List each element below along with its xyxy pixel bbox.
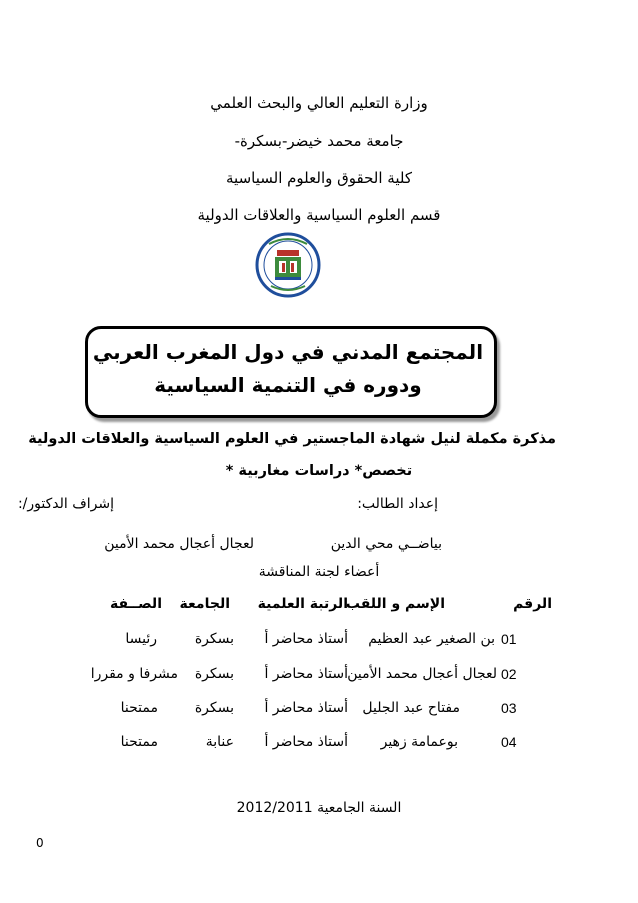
row-university: بسكرة — [194, 666, 234, 682]
university-heading: جامعة محمد خيضر-بسكرة- — [234, 132, 404, 150]
row-name: بن الصغير عبد العظيم — [368, 631, 495, 647]
row-role: رئيسا — [125, 631, 157, 647]
row-university: بسكرة — [194, 700, 234, 716]
col-header-role: الصــفة — [110, 596, 162, 612]
row-name: مفتاح عبد الجليل — [362, 700, 460, 716]
col-header-number: الرقم — [513, 596, 552, 612]
thesis-title-line2: ودوره في التنمية السياسية — [154, 373, 422, 397]
academic-year: السنة الجامعية 2012/2011 — [236, 800, 402, 816]
supervisor-name: لعجال أعجال محمد الأمين — [104, 536, 254, 552]
row-number: 02 — [501, 666, 517, 682]
col-header-rank: الرتبة العلمية — [257, 596, 348, 612]
page-number: 0 — [36, 836, 44, 850]
row-number: 01 — [501, 631, 517, 647]
student-name: بياضــي محي الدين — [330, 536, 442, 552]
row-number: 04 — [501, 734, 517, 750]
col-header-name: الإسم و اللقب — [345, 596, 445, 612]
student-label: إعداد الطالب: — [357, 496, 438, 512]
memo-description: مذكرة مكملة لنيل شهادة الماجستير في العلوم السياسية والعلاقات الدولية — [28, 431, 556, 447]
row-rank: أستاذ محاضر أ — [264, 631, 348, 647]
thesis-title-line1: المجتمع المدني في دول المغرب العربي — [92, 340, 484, 364]
row-university: عنابة — [205, 734, 234, 750]
supervisor-label: إشراف الدكتور/: — [17, 496, 114, 512]
row-role: ممتحنا — [120, 734, 158, 750]
specialization: تخصص* دراسات مغاربية * — [225, 463, 413, 479]
row-role: مشرفا و مقررا — [90, 666, 178, 682]
row-rank: أستاذ محاضر أ — [264, 734, 348, 750]
university-seal-icon — [255, 232, 321, 298]
row-number: 03 — [501, 700, 517, 716]
committee-title: أعضاء لجنة المناقشة — [258, 564, 380, 580]
row-university: بسكرة — [194, 631, 234, 647]
row-role: ممتحنا — [120, 700, 158, 716]
row-name: بوعمامة زهير — [380, 734, 458, 750]
row-rank: أستاذ محاضر أ — [264, 666, 348, 682]
row-name: لعجال أعجال محمد الأمين — [347, 666, 497, 682]
faculty-heading: كلية الحقوق والعلوم السياسية — [226, 169, 412, 187]
col-header-university: الجامعة — [179, 596, 230, 612]
ministry-heading: وزارة التعليم العالي والبحث العلمي — [210, 94, 428, 112]
row-rank: أستاذ محاضر أ — [264, 700, 348, 716]
department-heading: قسم العلوم السياسية والعلاقات الدولية — [197, 206, 441, 224]
